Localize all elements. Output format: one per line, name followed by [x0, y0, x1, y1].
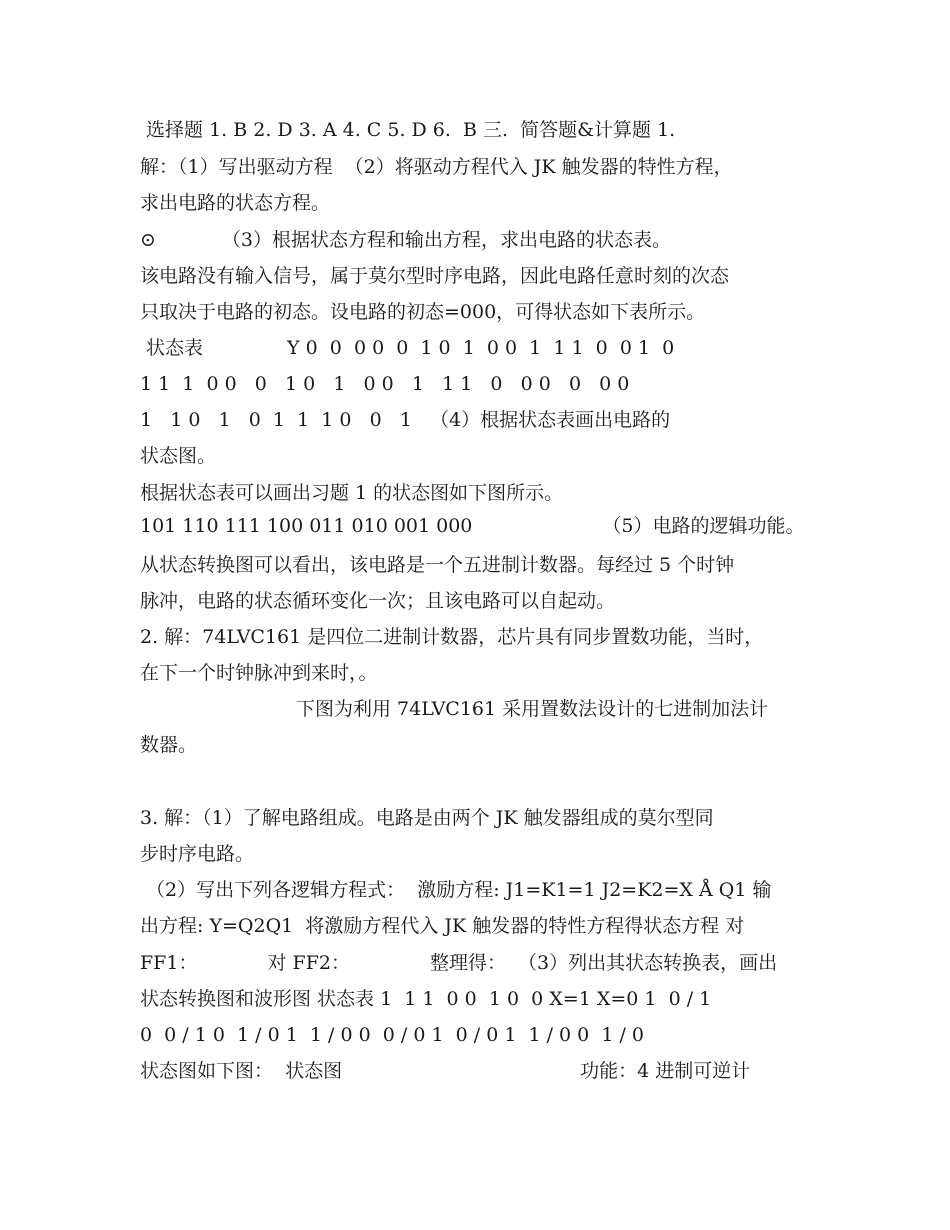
answer-line-19: 3. 解：（1）了解电路组成。电路是由两个 JK 触发器组成的莫尔型同 [140, 807, 714, 829]
state-sequence-line: 101 110 111 100 011 010 001 000 （5）电路的逻辑功能。 [140, 515, 805, 537]
answer-line-11: 根据状态表可以画出习题 1 的状态图如下图所示。 [140, 482, 564, 504]
answer-line-22: 出方程: Y=Q2Q1 将激励方程代入 JK 触发器的特性方程得状态方程 对 [140, 915, 745, 937]
answer-line-20: 步时序电路。 [140, 843, 255, 865]
answer-line-5: 该电路没有输入信号，属于莫尔型时序电路，因此电路任意时刻的次态 [140, 265, 730, 287]
answer-line-16: 在下一个时钟脉冲到来时，。 [140, 662, 378, 684]
state-table-line-1: 状态表 Y 0 0 0 0 0 1 0 1 0 0 1 1 1 0 0 1 0 [140, 337, 675, 359]
circle-dot-symbol: ⊙ [140, 229, 156, 251]
answer-line-17: 下图为利用 74LVC161 采用置数法设计的七进制加法计 [296, 698, 769, 720]
answer-line-18: 数器。 [140, 734, 198, 756]
answer-line-14: 脉冲，电路的状态循环变化一次；且该电路可以自起动。 [140, 590, 616, 612]
answer-line-2: 解：（1）写出驱动方程 （2）将驱动方程代入 JK 触发器的特性方程， [140, 156, 733, 178]
answer-line-26: 状态图如下图： 状态图 功能：4 进制可逆计 [140, 1060, 751, 1082]
answer-line-6: 只取决于电路的初态。设电路的初态=000，可得状态如下表所示。 [140, 301, 706, 323]
state-table-line-3: 1 1 0 1 0 1 1 1 0 0 1 （4）根据状态表画出电路的 [140, 409, 671, 431]
answer-line-15: 2. 解：74LVC161 是四位二进制计数器，芯片具有同步置数功能，当时， [140, 626, 764, 648]
answer-line-21: （2）写出下列各逻辑方程式： 激励方程: J1=K1=1 J2=K2=X Å Q1 输 [140, 879, 772, 901]
state-table-line-2: 1 1 1 0 0 0 1 0 1 0 0 1 1 1 0 0 0 0 0 0 [140, 373, 630, 395]
answer-line-1: 选择题 1. B 2. D 3. A 4. C 5. D 6. B 三. 简答题&计算题 1. [140, 119, 676, 141]
answer-line-10: 状态图。 [140, 445, 217, 467]
answer-line-25: 0 0 / 1 0 1 / 0 1 1 / 0 0 0 / 0 1 0 / 0 1 1 / 0 0 1 / 0 [140, 1024, 645, 1046]
answer-line-3: 求出电路的状态方程。 [140, 192, 331, 214]
answer-line-23: FF1： 对 FF2： 整理得： （3）列出其状态转换表，画出 [140, 952, 778, 974]
answer-line-4: ⊙ （3）根据状态方程和输出方程，求出电路的状态表。 [140, 229, 672, 251]
answer-line-24: 状态转换图和波形图 状态表 1 1 1 0 0 1 0 0 X=1 X=0 1 0 / 1 [140, 988, 712, 1010]
answer-line-13: 从状态转换图可以看出，该电路是一个五进制计数器。每经过 5 个时钟 [140, 554, 735, 576]
